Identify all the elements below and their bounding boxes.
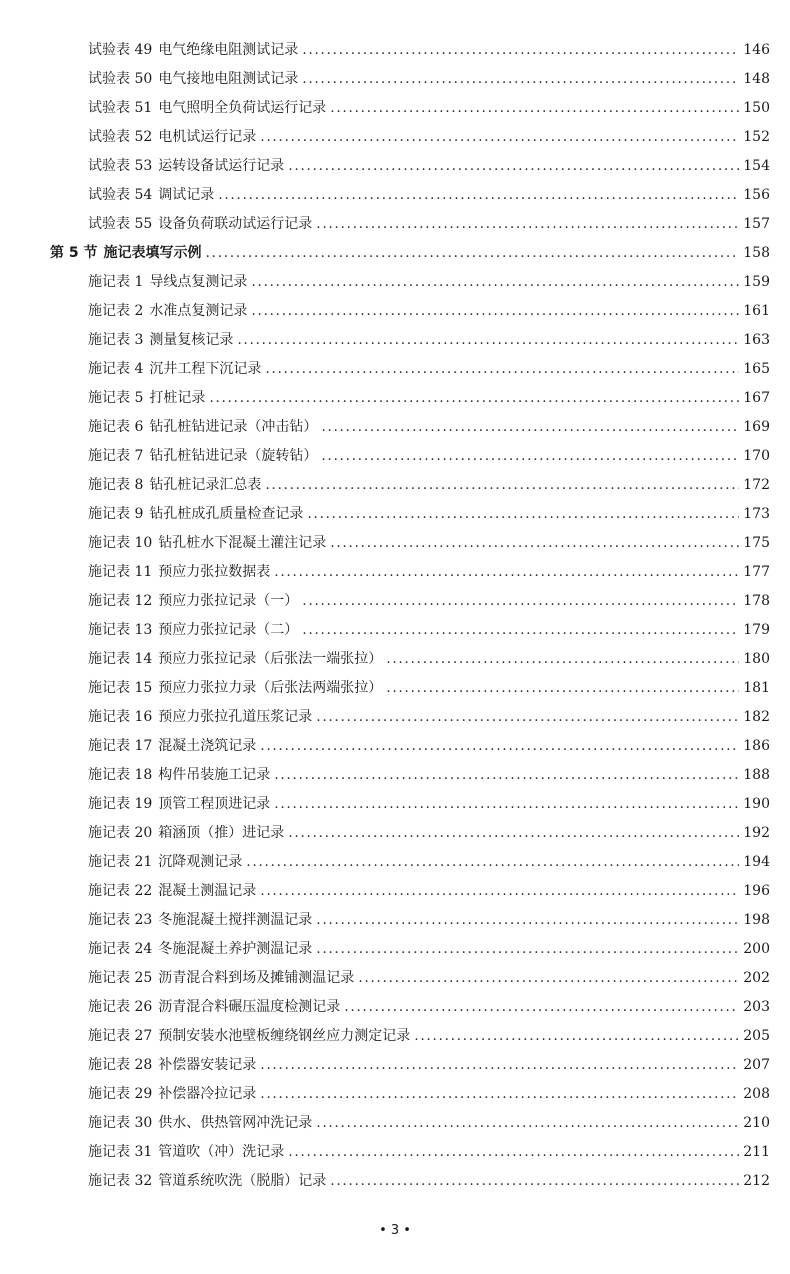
toc-entry-title: 预应力张拉记录（二）: [158, 622, 299, 638]
toc-entry[interactable]: [0, 819, 790, 848]
dot-leader: [246, 848, 739, 877]
toc-entry-label: [88, 616, 298, 645]
dot-leader: [302, 616, 739, 645]
toc-entry[interactable]: [0, 500, 790, 529]
toc-entry-label: [88, 500, 303, 529]
toc-entry-number: 施记表 26: [88, 999, 153, 1015]
dot-leader: [274, 790, 739, 819]
toc-entry-title: 沥青混合料碾压温度检测记录: [158, 999, 341, 1015]
toc-entry-title: 调试记录: [158, 187, 215, 203]
toc-entry-title: 管道系统吹洗（脱脂）记录: [158, 1173, 327, 1189]
dot-leader: [344, 993, 739, 1022]
toc-entry-label: [88, 645, 382, 674]
dot-leader: [206, 239, 740, 268]
toc-entry[interactable]: [0, 65, 790, 94]
toc-entry-label: [88, 442, 317, 471]
toc-entry-page: 202: [743, 970, 770, 986]
toc-entry-label: [88, 587, 298, 616]
toc-entry[interactable]: [0, 645, 790, 674]
toc-entry-page: 156: [743, 187, 770, 203]
dot-leader: [274, 558, 739, 587]
toc-entry[interactable]: [0, 877, 790, 906]
dot-leader: [209, 384, 739, 413]
toc-entry-number: 施记表 23: [88, 912, 153, 928]
toc-entry-title: 水准点复测记录: [149, 303, 248, 319]
toc-entry-number: 施记表 16: [88, 709, 153, 725]
toc-entry-number: 试验表 52: [88, 129, 153, 145]
toc-entry-page: 203: [743, 999, 770, 1015]
toc-entry-label: [88, 558, 270, 587]
toc-entry[interactable]: [0, 355, 790, 384]
toc-entry-number: 施记表 5: [88, 390, 144, 406]
toc-entry-label: [88, 355, 261, 384]
toc-entry-page: 175: [743, 535, 770, 551]
toc-entry-label: [88, 471, 261, 500]
toc-entry[interactable]: [0, 674, 790, 703]
toc-entry[interactable]: [0, 1022, 790, 1051]
toc-entry-title: 电气接地电阻测试记录: [158, 71, 299, 87]
toc-entry[interactable]: [0, 1051, 790, 1080]
toc-entry-label: [88, 65, 298, 94]
toc-entry[interactable]: [0, 181, 790, 210]
toc-entry-title: 施记表填写示例: [103, 245, 202, 261]
toc-entry-title: 钻孔桩钻进记录（冲击钻）: [149, 419, 318, 435]
toc-entry-title: 钻孔桩水下混凝土灌注记录: [158, 535, 327, 551]
toc-entry-title: 预应力张拉数据表: [158, 564, 271, 580]
toc-entry[interactable]: [0, 94, 790, 123]
toc-entry-label: [88, 123, 256, 152]
toc-section-heading[interactable]: [0, 239, 790, 268]
toc-entry[interactable]: [0, 935, 790, 964]
dot-leader: [237, 326, 739, 355]
toc-entry[interactable]: [0, 384, 790, 413]
toc-entry[interactable]: [0, 123, 790, 152]
dot-leader: [321, 413, 739, 442]
toc-entry[interactable]: [0, 36, 790, 65]
dot-leader: [288, 152, 739, 181]
dot-leader: [218, 181, 739, 210]
toc-entry-number: 试验表 54: [88, 187, 153, 203]
dot-leader: [288, 819, 739, 848]
toc-entry-number: 施记表 7: [88, 448, 144, 464]
toc-entry-title: 测量复核记录: [149, 332, 234, 348]
dot-leader: [260, 1051, 739, 1080]
toc-entry-title: 预应力张拉孔道压浆记录: [158, 709, 313, 725]
toc-entry-label: [88, 1051, 256, 1080]
toc-entry-label: [88, 36, 298, 65]
toc-entry-label: [88, 993, 340, 1022]
toc-entry-number: 试验表 50: [88, 71, 153, 87]
dot-leader: [274, 761, 739, 790]
toc-entry-title: 沥青混合料到场及摊铺测温记录: [158, 970, 355, 986]
toc-entry-title: 设备负荷联动试运行记录: [158, 216, 313, 232]
toc-entry-label: [88, 326, 233, 355]
toc-entry[interactable]: [0, 790, 790, 819]
toc-entry[interactable]: [0, 268, 790, 297]
toc-entry-label: [88, 732, 256, 761]
toc-entry-page: 167: [743, 390, 770, 406]
dot-leader: [330, 94, 739, 123]
toc-entry-number: 施记表 2: [88, 303, 144, 319]
toc-entry[interactable]: [0, 442, 790, 471]
toc-entry[interactable]: [0, 210, 790, 239]
toc-entry[interactable]: [0, 993, 790, 1022]
toc-entry-label: [88, 268, 247, 297]
toc-entry-label: [88, 819, 284, 848]
toc-entry-label: [88, 703, 312, 732]
toc-entry[interactable]: [0, 1167, 790, 1196]
toc-entry[interactable]: [0, 616, 790, 645]
toc-entry-number: 施记表 12: [88, 593, 153, 609]
toc-entry-title: 供水、供热管网冲洗记录: [158, 1115, 313, 1131]
toc-entry-number: 施记表 6: [88, 419, 144, 435]
toc-entry-title: 顶管工程顶进记录: [158, 796, 271, 812]
toc-entry-number: 施记表 24: [88, 941, 153, 957]
toc-entry-page: 178: [743, 593, 770, 609]
toc-entry-page: 181: [743, 680, 770, 696]
toc-entry-number: 施记表 17: [88, 738, 153, 754]
toc-entry[interactable]: [0, 848, 790, 877]
toc-entry[interactable]: [0, 964, 790, 993]
toc-entry-number: 施记表 21: [88, 854, 153, 870]
toc-entry-label: [88, 1109, 312, 1138]
page-number: • 3 •: [379, 1223, 411, 1238]
dot-leader: [260, 123, 739, 152]
toc-entry[interactable]: [0, 297, 790, 326]
toc-entry-title: 箱涵顶（推）进记录: [158, 825, 285, 841]
toc-entry[interactable]: [0, 413, 790, 442]
toc-entry-number: 施记表 3: [88, 332, 144, 348]
toc-entry-page: 154: [743, 158, 770, 174]
dot-leader: [316, 703, 739, 732]
toc-entry-number: 施记表 20: [88, 825, 153, 841]
toc-entry-label: [88, 761, 270, 790]
toc-entry-number: 施记表 8: [88, 477, 144, 493]
toc-entry-title: 预应力张拉记录（一）: [158, 593, 299, 609]
toc-entry-page: 148: [743, 71, 770, 87]
toc-entry[interactable]: [0, 761, 790, 790]
dot-leader: [358, 964, 739, 993]
dot-leader: [386, 674, 739, 703]
dot-leader: [251, 268, 739, 297]
toc-entry-page: 182: [743, 709, 770, 725]
table-of-contents: [0, 36, 790, 1196]
dot-leader: [265, 355, 739, 384]
toc-entry-number: 施记表 29: [88, 1086, 153, 1102]
toc-entry[interactable]: [0, 558, 790, 587]
toc-entry-page: 170: [743, 448, 770, 464]
toc-entry[interactable]: [0, 703, 790, 732]
toc-entry-page: 211: [743, 1144, 770, 1160]
toc-entry-page: 158: [743, 245, 770, 261]
toc-entry-title: 预应力张拉记录（后张法一端张拉）: [158, 651, 383, 667]
dot-leader: [386, 645, 739, 674]
toc-entry-page: 163: [743, 332, 770, 348]
dot-leader: [307, 500, 739, 529]
toc-entry-number: 施记表 27: [88, 1028, 153, 1044]
dot-leader: [288, 1138, 739, 1167]
dot-leader: [316, 935, 739, 964]
toc-entry-page: 172: [743, 477, 770, 493]
toc-entry-label: [50, 239, 202, 268]
toc-entry-label: [88, 964, 354, 993]
toc-entry-title: 打桩记录: [149, 390, 206, 406]
toc-entry-title: 补偿器冷拉记录: [158, 1086, 257, 1102]
toc-entry-number: 施记表 4: [88, 361, 144, 377]
toc-entry-title: 导线点复测记录: [149, 274, 248, 290]
dot-leader: [330, 1167, 739, 1196]
toc-entry-label: [88, 210, 312, 239]
toc-entry-number: 施记表 15: [88, 680, 153, 696]
toc-entry-title: 预制安装水池壁板缠绕钢丝应力测定记录: [158, 1028, 411, 1044]
toc-entry-page: 165: [743, 361, 770, 377]
dot-leader: [414, 1022, 739, 1051]
toc-entry-number: 施记表 30: [88, 1115, 153, 1131]
toc-entry-page: 150: [743, 100, 770, 116]
dot-leader: [260, 1080, 739, 1109]
toc-entry-label: [88, 297, 247, 326]
toc-entry-title: 沉降观测记录: [158, 854, 243, 870]
toc-entry-page: 190: [743, 796, 770, 812]
dot-leader: [330, 529, 739, 558]
toc-entry-label: [88, 906, 312, 935]
toc-entry-number: 试验表 49: [88, 42, 153, 58]
dot-leader: [251, 297, 739, 326]
toc-entry[interactable]: [0, 1109, 790, 1138]
toc-entry-page: 210: [743, 1115, 770, 1131]
toc-entry-number: 施记表 14: [88, 651, 153, 667]
toc-entry[interactable]: [0, 326, 790, 355]
toc-entry-label: [88, 674, 382, 703]
dot-leader: [302, 36, 739, 65]
toc-entry-label: [88, 790, 270, 819]
dot-leader: [260, 877, 739, 906]
toc-entry[interactable]: [0, 732, 790, 761]
toc-entry-number: 第 5 节: [50, 245, 98, 261]
dot-leader: [260, 732, 739, 761]
toc-entry-title: 钻孔桩记录汇总表: [149, 477, 262, 493]
toc-entry-page: 186: [743, 738, 770, 754]
toc-entry-title: 运转设备试运行记录: [158, 158, 285, 174]
toc-entry[interactable]: [0, 529, 790, 558]
toc-entry-title: 预应力张拉力录（后张法两端张拉）: [158, 680, 383, 696]
dot-leader: [265, 471, 739, 500]
toc-entry-number: 施记表 9: [88, 506, 144, 522]
toc-entry-page: 180: [743, 651, 770, 667]
toc-entry-number: 施记表 18: [88, 767, 153, 783]
dot-leader: [302, 65, 739, 94]
toc-entry-number: 施记表 22: [88, 883, 153, 899]
toc-entry[interactable]: [0, 906, 790, 935]
toc-entry-label: [88, 848, 242, 877]
toc-entry-number: 施记表 11: [88, 564, 153, 580]
toc-entry-title: 冬施混凝土养护测温记录: [158, 941, 313, 957]
toc-entry-title: 补偿器安装记录: [158, 1057, 257, 1073]
toc-entry-label: [88, 1022, 410, 1051]
toc-entry-title: 混凝土测温记录: [158, 883, 257, 899]
toc-entry[interactable]: [0, 1080, 790, 1109]
dot-leader: [316, 906, 739, 935]
toc-entry-label: [88, 529, 326, 558]
toc-entry-page: 161: [743, 303, 770, 319]
toc-entry[interactable]: [0, 1138, 790, 1167]
toc-entry-page: 200: [743, 941, 770, 957]
dot-leader: [316, 210, 739, 239]
toc-entry-page: 194: [743, 854, 770, 870]
toc-entry-page: 188: [743, 767, 770, 783]
toc-entry-number: 施记表 19: [88, 796, 153, 812]
toc-entry-number: 施记表 32: [88, 1173, 153, 1189]
toc-entry-label: [88, 1167, 326, 1196]
toc-entry-number: 施记表 10: [88, 535, 153, 551]
toc-entry-page: 212: [743, 1173, 770, 1189]
toc-entry-title: 电气绝缘电阻测试记录: [158, 42, 299, 58]
toc-entry-page: 169: [743, 419, 770, 435]
toc-entry-title: 钻孔桩钻进记录（旋转钻）: [149, 448, 318, 464]
toc-entry[interactable]: [0, 471, 790, 500]
toc-entry-title: 电气照明全负荷试运行记录: [158, 100, 327, 116]
toc-entry[interactable]: [0, 152, 790, 181]
toc-entry-page: 159: [743, 274, 770, 290]
toc-entry-number: 试验表 55: [88, 216, 153, 232]
toc-entry-title: 构件吊装施工记录: [158, 767, 271, 783]
toc-entry[interactable]: [0, 587, 790, 616]
toc-entry-page: 173: [743, 506, 770, 522]
toc-entry-number: 试验表 53: [88, 158, 153, 174]
toc-entry-page: 177: [743, 564, 770, 580]
toc-entry-page: 208: [743, 1086, 770, 1102]
toc-entry-title: 沉井工程下沉记录: [149, 361, 262, 377]
toc-entry-title: 电机试运行记录: [158, 129, 257, 145]
toc-entry-page: 146: [743, 42, 770, 58]
toc-entry-page: 198: [743, 912, 770, 928]
toc-entry-title: 钻孔桩成孔质量检查记录: [149, 506, 304, 522]
toc-entry-label: [88, 384, 205, 413]
toc-entry-title: 混凝土浇筑记录: [158, 738, 257, 754]
toc-entry-page: 207: [743, 1057, 770, 1073]
toc-entry-number: 施记表 28: [88, 1057, 153, 1073]
toc-entry-label: [88, 181, 214, 210]
toc-entry-page: 205: [743, 1028, 770, 1044]
dot-leader: [302, 587, 739, 616]
toc-entry-title: 管道吹（冲）洗记录: [158, 1144, 285, 1160]
dot-leader: [321, 442, 739, 471]
toc-entry-page: 192: [743, 825, 770, 841]
toc-entry-label: [88, 1080, 256, 1109]
toc-entry-label: [88, 877, 256, 906]
toc-entry-page: 152: [743, 129, 770, 145]
toc-entry-label: [88, 413, 317, 442]
dot-leader: [316, 1109, 739, 1138]
toc-entry-title: 冬施混凝土搅拌测温记录: [158, 912, 313, 928]
toc-entry-number: 施记表 31: [88, 1144, 153, 1160]
toc-entry-number: 施记表 13: [88, 622, 153, 638]
toc-entry-page: 196: [743, 883, 770, 899]
toc-entry-number: 施记表 1: [88, 274, 144, 290]
toc-entry-label: [88, 152, 284, 181]
toc-entry-number: 试验表 51: [88, 100, 153, 116]
toc-entry-label: [88, 94, 326, 123]
toc-entry-page: 157: [743, 216, 770, 232]
toc-entry-label: [88, 1138, 284, 1167]
toc-entry-number: 施记表 25: [88, 970, 153, 986]
toc-entry-label: [88, 935, 312, 964]
toc-entry-page: 179: [743, 622, 770, 638]
